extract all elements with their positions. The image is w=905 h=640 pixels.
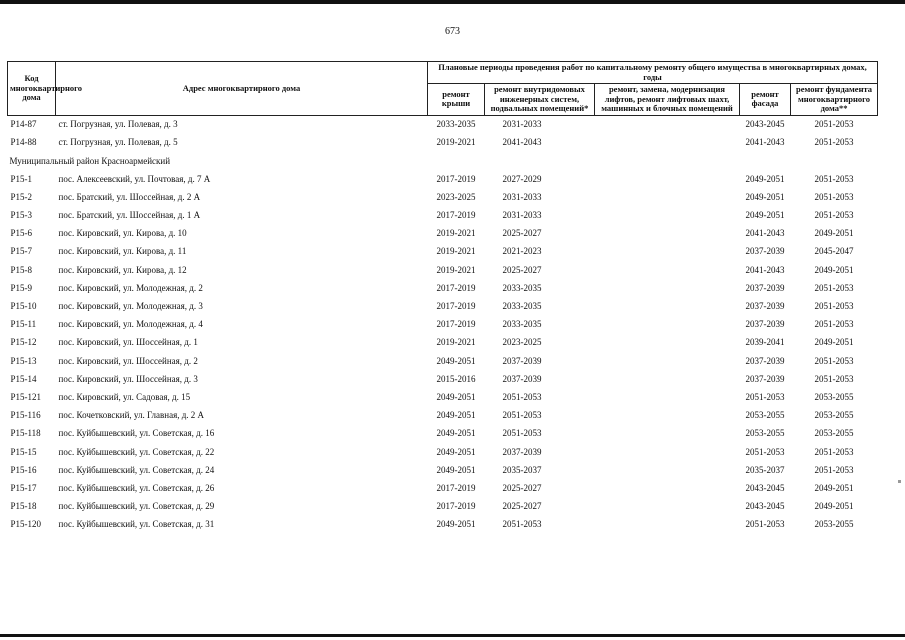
cell-systems: 2023-2025 bbox=[502, 337, 542, 348]
cell-foundation: 2051-2053 bbox=[814, 319, 854, 330]
cell-address: пос. Куйбышевский, ул. Советская, д. 24 bbox=[58, 464, 215, 475]
cell-roof: 2017-2019 bbox=[436, 210, 476, 221]
cell-facade: 2037-2039 bbox=[745, 355, 785, 366]
cell-address: пос. Кировский, ул. Молодежная, д. 3 bbox=[58, 301, 203, 312]
cell-elevators bbox=[595, 115, 740, 134]
header-address: Адрес многоквартирного дома bbox=[56, 62, 428, 116]
cell-address: пос. Куйбышевский, ул. Советская, д. 31 bbox=[58, 519, 215, 530]
cell-foundation: 2053-2055 bbox=[814, 391, 854, 402]
header-systems: ремонт внутридомовых инженерных систем, подвальных помещений* bbox=[485, 84, 595, 116]
capital-repair-table bbox=[7, 61, 878, 534]
cell-facade: 2043-2045 bbox=[745, 119, 785, 130]
cell-systems: 2051-2053 bbox=[502, 428, 542, 439]
cell-roof: 2019-2021 bbox=[436, 337, 476, 348]
cell-roof: 2023-2025 bbox=[436, 191, 476, 202]
section-title: Муниципальный район Красноармейский bbox=[9, 155, 171, 166]
cell-systems: 2031-2033 bbox=[502, 119, 542, 130]
cell-elevators bbox=[595, 243, 740, 261]
cell-code: Р15-17 bbox=[10, 482, 37, 493]
cell-systems: 2051-2053 bbox=[502, 519, 542, 530]
cell-elevators bbox=[595, 443, 740, 461]
table-row bbox=[8, 370, 878, 388]
cell-address: пос. Алексеевский, ул. Почтовая, д. 7 А bbox=[58, 173, 211, 184]
table-row bbox=[8, 425, 878, 443]
cell-facade: 2037-2039 bbox=[745, 373, 785, 384]
cell-systems: 2051-2053 bbox=[502, 391, 542, 402]
table-row bbox=[8, 407, 878, 425]
table-row bbox=[8, 479, 878, 497]
cell-elevators bbox=[595, 261, 740, 279]
cell-elevators bbox=[595, 279, 740, 297]
cell-elevators bbox=[595, 498, 740, 516]
cell-systems: 2031-2033 bbox=[502, 191, 542, 202]
table-row bbox=[8, 461, 878, 479]
cell-code: Р15-6 bbox=[10, 228, 33, 239]
cell-roof: 2049-2051 bbox=[436, 519, 476, 530]
table-row bbox=[8, 207, 878, 225]
table-row bbox=[8, 498, 878, 516]
cell-elevators bbox=[595, 134, 740, 152]
cell-systems: 2027-2029 bbox=[502, 173, 542, 184]
table-row bbox=[8, 388, 878, 406]
header-code: Код многоквартирного дома bbox=[8, 62, 56, 116]
table-row bbox=[8, 334, 878, 352]
cell-roof: 2049-2051 bbox=[436, 410, 476, 421]
cell-address: пос. Кочетковский, ул. Главная, д. 2 А bbox=[58, 410, 205, 421]
cell-foundation: 2051-2053 bbox=[814, 446, 854, 457]
table-body bbox=[8, 115, 878, 534]
cell-code: Р15-118 bbox=[10, 428, 41, 439]
table-row bbox=[8, 170, 878, 188]
cell-systems: 2033-2035 bbox=[502, 319, 542, 330]
cell-foundation: 2051-2053 bbox=[814, 464, 854, 475]
table-row bbox=[8, 261, 878, 279]
cell-foundation: 2053-2055 bbox=[814, 519, 854, 530]
scan-speck-icon bbox=[898, 480, 901, 483]
cell-facade: 2037-2039 bbox=[745, 301, 785, 312]
cell-systems: 2025-2027 bbox=[502, 228, 542, 239]
section-row bbox=[8, 152, 878, 170]
cell-code: Р15-12 bbox=[10, 337, 37, 348]
cell-code: Р15-15 bbox=[10, 446, 37, 457]
header-facade: ремонт фасада bbox=[740, 84, 791, 116]
cell-elevators bbox=[595, 388, 740, 406]
cell-facade: 2041-2043 bbox=[745, 137, 785, 148]
cell-systems: 2031-2033 bbox=[502, 210, 542, 221]
table-row bbox=[8, 516, 878, 534]
cell-foundation: 2051-2053 bbox=[814, 210, 854, 221]
cell-foundation: 2051-2053 bbox=[814, 191, 854, 202]
bottom-rule bbox=[0, 634, 905, 637]
cell-code: Р15-18 bbox=[10, 501, 37, 512]
cell-roof: 2033-2035 bbox=[436, 119, 476, 130]
cell-address: пос. Куйбышевский, ул. Советская, д. 26 bbox=[58, 482, 215, 493]
top-rule bbox=[0, 0, 905, 4]
cell-facade: 2039-2041 bbox=[745, 337, 785, 348]
cell-systems: 2037-2039 bbox=[502, 446, 542, 457]
cell-code: Р15-7 bbox=[10, 246, 33, 257]
cell-foundation: 2051-2053 bbox=[814, 282, 854, 293]
cell-systems: 2041-2043 bbox=[502, 137, 542, 148]
cell-address: пос. Кировский, ул. Кирова, д. 10 bbox=[58, 228, 187, 239]
cell-roof: 2049-2051 bbox=[436, 355, 476, 366]
cell-facade: 2049-2051 bbox=[745, 210, 785, 221]
cell-address: пос. Куйбышевский, ул. Советская, д. 16 bbox=[58, 428, 215, 439]
table-row bbox=[8, 188, 878, 206]
cell-roof: 2049-2051 bbox=[436, 446, 476, 457]
cell-facade: 2041-2043 bbox=[745, 228, 785, 239]
cell-address: пос. Братский, ул. Шоссейная, д. 1 А bbox=[58, 210, 201, 221]
table-row bbox=[8, 297, 878, 315]
cell-facade: 2035-2037 bbox=[745, 464, 785, 475]
cell-facade: 2049-2051 bbox=[745, 173, 785, 184]
cell-roof: 2019-2021 bbox=[436, 246, 476, 257]
cell-facade: 2037-2039 bbox=[745, 246, 785, 257]
cell-foundation: 2051-2053 bbox=[814, 373, 854, 384]
cell-roof: 2017-2019 bbox=[436, 301, 476, 312]
cell-elevators bbox=[595, 479, 740, 497]
table-row bbox=[8, 243, 878, 261]
cell-address: пос. Кировский, ул. Шоссейная, д. 1 bbox=[58, 337, 198, 348]
header-roof: ремонт крыши bbox=[428, 84, 485, 116]
table-row bbox=[8, 134, 878, 152]
cell-elevators bbox=[595, 425, 740, 443]
cell-foundation: 2049-2051 bbox=[814, 337, 854, 348]
cell-roof: 2019-2021 bbox=[436, 228, 476, 239]
cell-facade: 2053-2055 bbox=[745, 410, 785, 421]
cell-systems: 2051-2053 bbox=[502, 410, 542, 421]
cell-code: Р15-1 bbox=[10, 173, 33, 184]
cell-code: Р15-11 bbox=[10, 319, 37, 330]
cell-roof: 2049-2051 bbox=[436, 428, 476, 439]
cell-address: пос. Кировский, ул. Шоссейная, д. 3 bbox=[58, 373, 198, 384]
cell-roof: 2049-2051 bbox=[436, 391, 476, 402]
cell-foundation: 2049-2051 bbox=[814, 264, 854, 275]
cell-roof: 2017-2019 bbox=[436, 319, 476, 330]
table-row bbox=[8, 443, 878, 461]
cell-roof: 2017-2019 bbox=[436, 482, 476, 493]
cell-foundation: 2051-2053 bbox=[814, 137, 854, 148]
cell-roof: 2017-2019 bbox=[436, 501, 476, 512]
cell-code: Р15-2 bbox=[10, 191, 33, 202]
cell-elevators bbox=[595, 334, 740, 352]
cell-code: Р15-9 bbox=[10, 282, 33, 293]
header-periods-title: Плановые периоды проведения работ по капитальному ремонту общего имущества в многоквартирных домах, годы bbox=[428, 62, 878, 84]
cell-elevators bbox=[595, 352, 740, 370]
cell-code: Р15-116 bbox=[10, 410, 41, 421]
cell-elevators bbox=[595, 316, 740, 334]
cell-facade: 2043-2045 bbox=[745, 501, 785, 512]
cell-elevators bbox=[595, 370, 740, 388]
cell-address: ст. Погрузная, ул. Полевая, д. 5 bbox=[58, 137, 178, 148]
cell-address: ст. Погрузная, ул. Полевая, д. 3 bbox=[58, 119, 178, 130]
table-row bbox=[8, 352, 878, 370]
cell-foundation: 2049-2051 bbox=[814, 501, 854, 512]
cell-foundation: 2051-2053 bbox=[814, 119, 854, 130]
cell-code: Р15-10 bbox=[10, 301, 37, 312]
cell-elevators bbox=[595, 188, 740, 206]
cell-address: пос. Куйбышевский, ул. Советская, д. 29 bbox=[58, 501, 215, 512]
cell-elevators bbox=[595, 207, 740, 225]
cell-code: Р14-87 bbox=[10, 119, 37, 130]
table-row bbox=[8, 115, 878, 134]
cell-foundation: 2053-2055 bbox=[814, 428, 854, 439]
cell-address: пос. Кировский, ул. Садовая, д. 15 bbox=[58, 391, 191, 402]
cell-facade: 2051-2053 bbox=[745, 391, 785, 402]
cell-code: Р15-14 bbox=[10, 373, 37, 384]
cell-address: пос. Кировский, ул. Молодежная, д. 4 bbox=[58, 319, 203, 330]
cell-foundation: 2051-2053 bbox=[814, 301, 854, 312]
cell-foundation: 2053-2055 bbox=[814, 410, 854, 421]
cell-systems: 2037-2039 bbox=[502, 373, 542, 384]
cell-roof: 2049-2051 bbox=[436, 464, 476, 475]
cell-facade: 2037-2039 bbox=[745, 319, 785, 330]
cell-foundation: 2051-2053 bbox=[814, 355, 854, 366]
cell-elevators bbox=[595, 516, 740, 534]
table-row bbox=[8, 316, 878, 334]
cell-elevators bbox=[595, 170, 740, 188]
cell-address: пос. Братский, ул. Шоссейная, д. 2 А bbox=[58, 191, 201, 202]
cell-address: пос. Кировский, ул. Кирова, д. 11 bbox=[58, 246, 187, 257]
cell-systems: 2033-2035 bbox=[502, 282, 542, 293]
cell-facade: 2041-2043 bbox=[745, 264, 785, 275]
cell-facade: 2043-2045 bbox=[745, 482, 785, 493]
cell-facade: 2037-2039 bbox=[745, 282, 785, 293]
cell-systems: 2035-2037 bbox=[502, 464, 542, 475]
cell-facade: 2049-2051 bbox=[745, 191, 785, 202]
cell-elevators bbox=[595, 407, 740, 425]
cell-roof: 2017-2019 bbox=[436, 282, 476, 293]
cell-foundation: 2051-2053 bbox=[814, 173, 854, 184]
cell-systems: 2025-2027 bbox=[502, 482, 542, 493]
cell-code: Р15-13 bbox=[10, 355, 37, 366]
cell-systems: 2025-2027 bbox=[502, 264, 542, 275]
cell-roof: 2019-2021 bbox=[436, 264, 476, 275]
cell-address: пос. Кировский, ул. Шоссейная, д. 2 bbox=[58, 355, 198, 366]
cell-elevators bbox=[595, 225, 740, 243]
cell-code: Р15-8 bbox=[10, 264, 33, 275]
cell-elevators bbox=[595, 461, 740, 479]
cell-facade: 2051-2053 bbox=[745, 446, 785, 457]
cell-code: Р15-120 bbox=[10, 519, 42, 530]
cell-address: пос. Кировский, ул. Молодежная, д. 2 bbox=[58, 282, 203, 293]
cell-systems: 2033-2035 bbox=[502, 301, 542, 312]
header-foundation: ремонт фундамента многоквартирного дома** bbox=[791, 84, 878, 116]
cell-systems: 2025-2027 bbox=[502, 501, 542, 512]
cell-elevators bbox=[595, 297, 740, 315]
page-number: 673 bbox=[445, 26, 460, 37]
cell-foundation: 2049-2051 bbox=[814, 228, 854, 239]
cell-address: пос. Куйбышевский, ул. Советская, д. 22 bbox=[58, 446, 215, 457]
table-row bbox=[8, 225, 878, 243]
cell-code: Р15-3 bbox=[10, 210, 33, 221]
cell-roof: 2019-2021 bbox=[436, 137, 476, 148]
table-row bbox=[8, 279, 878, 297]
cell-systems: 2021-2023 bbox=[502, 246, 542, 257]
cell-address: пос. Кировский, ул. Кирова, д. 12 bbox=[58, 264, 187, 275]
cell-systems: 2037-2039 bbox=[502, 355, 542, 366]
cell-foundation: 2049-2051 bbox=[814, 482, 854, 493]
cell-foundation: 2045-2047 bbox=[814, 246, 854, 257]
cell-code: Р14-88 bbox=[10, 137, 37, 148]
header-elevators: ремонт, замена, модернизация лифтов, ремонт лифтовых шахт, машинных и блочных помещений bbox=[595, 84, 740, 116]
cell-facade: 2053-2055 bbox=[745, 428, 785, 439]
cell-roof: 2017-2019 bbox=[436, 173, 476, 184]
cell-roof: 2015-2016 bbox=[436, 373, 476, 384]
cell-code: Р15-16 bbox=[10, 464, 37, 475]
cell-facade: 2051-2053 bbox=[745, 519, 785, 530]
cell-code: Р15-121 bbox=[10, 391, 42, 402]
